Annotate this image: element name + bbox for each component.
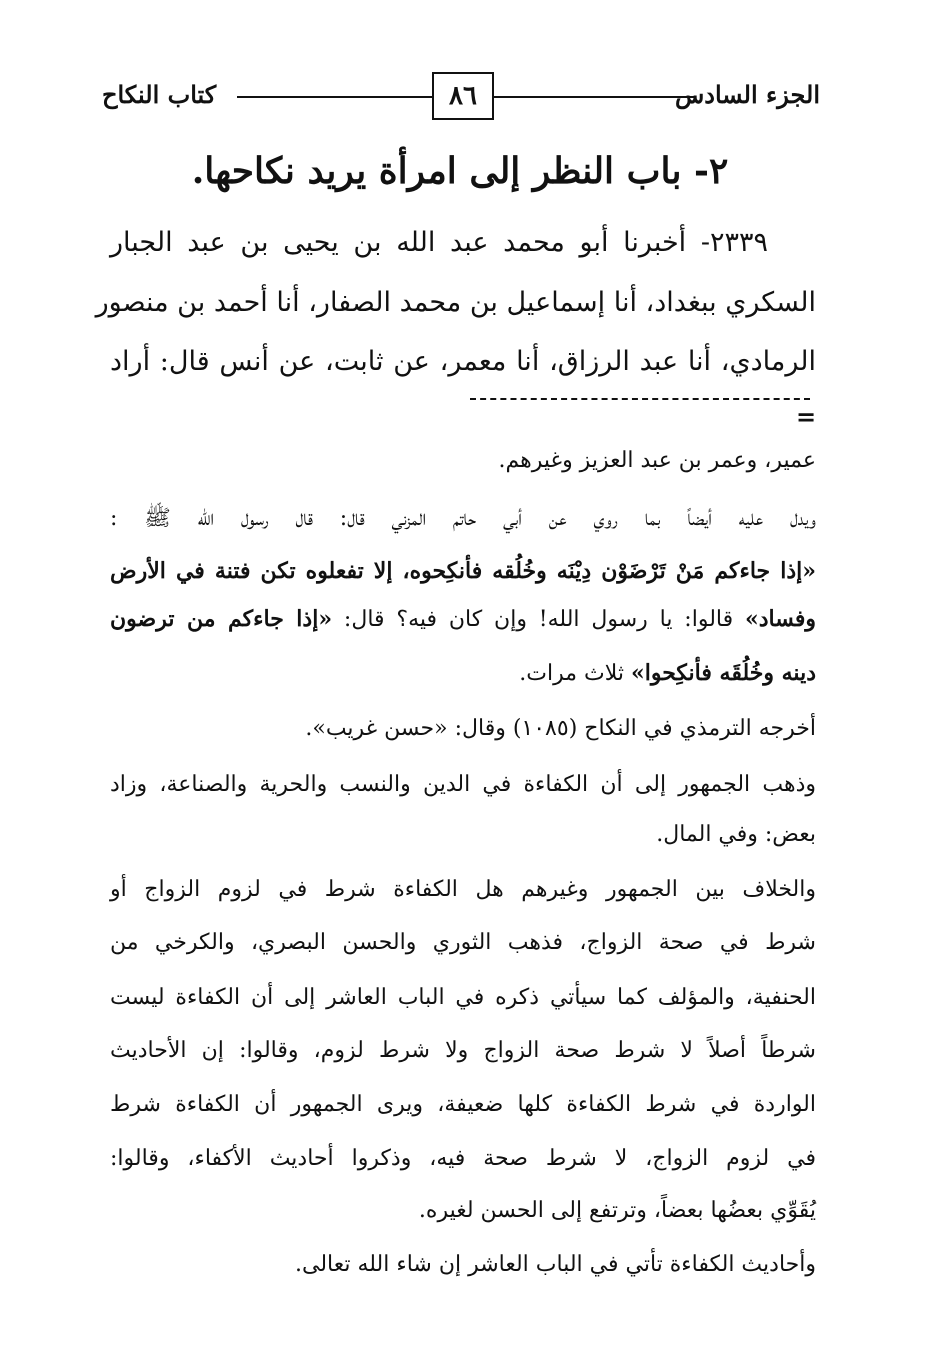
page-header (100, 72, 820, 122)
footnote-line: يُقَوِّي بعضُها بعضاً، وترتفع إلى الحسن لغيره. (418, 1198, 816, 1223)
footnote-line: شرطاً أصلاً لا شرط صحة الزواج ولا شرط لزوم، وقالوا: إن الأحاديث (110, 1038, 816, 1063)
book-label: كتاب النكاح (102, 80, 217, 109)
footnote-line: ويدل عليه أيضاً بما روي عن أبي حاتم المزني قال: قال رسول الله ﷺ : (110, 506, 816, 531)
footnote-line: بعض: وفي المال. (656, 822, 816, 847)
page-number: ٨٦ (432, 72, 494, 120)
footnote-line: وأحاديث الكفاءة تأتي في الباب العاشر إن شاء الله تعالى. (295, 1252, 816, 1277)
main-text-line: الرمادي، أنا عبد الرزاق، أنا معمر، عن ثابت، عن أنس قال: أراد (110, 346, 816, 377)
main-text-line: السكري ببغداد، أنا إسماعيل بن محمد الصفار، أنا أحمد بن منصور (95, 287, 816, 318)
hadith-quote-fragment: «إذا جاءكم من ترضون (110, 606, 333, 632)
footnote-line: شرط في صحة الزواج، فذهب الثوري والحسن البصري، والكرخي من (110, 930, 816, 955)
volume-label: الجزء السادس (674, 80, 820, 109)
hadith-quote-line: «إذا جاءكم مَنْ تَرْضَوْن دِيْنَه وخُلُقه فأنكِحوه، إلا تفعلوه تكن فتنة في الأرض (110, 558, 816, 584)
footnote-line: أخرجه الترمذي في النكاح (١٠٨٥) وقال: «حسن غريب». (305, 716, 816, 741)
footnote-line: الواردة في شرط الكفاءة كلها ضعيفة، ويرى الجمهور أن الكفاءة شرط (110, 1092, 816, 1117)
footnote-line: وذهب الجمهور إلى أن الكفاءة في الدين والنسب والحرية والصناعة، وزاد (110, 772, 816, 797)
footnote-fragment: قالوا: يا رسول الله! وإن كان فيه؟ قال: (332, 607, 745, 632)
main-text-line: ٢٣٣٩- أخبرنا أبو محمد عبد الله بن يحيى بن عبد الجبار (110, 227, 768, 258)
footnote-separator (470, 398, 810, 400)
footnote-line: والخلاف بين الجمهور وغيرهم هل الكفاءة شرط في لزوم الزواج أو (110, 877, 816, 902)
footnote-line: الحنفية، والمؤلف كما سيأتي ذكره في الباب العاشر إلى أن الكفاءة ليست (110, 985, 816, 1010)
hadith-quote-fragment: وفساد» (744, 606, 816, 632)
hadith-quote-fragment: دينه وخُلُقَه فأنكِحوا» (630, 660, 816, 686)
footnote-line: في لزوم الزواج، لا شرط صحة فيه، وذكروا أحاديث الأكفاء، وقالوا: (110, 1146, 816, 1171)
chapter-title: ٢- باب النظر إلى امرأة يريد نكاحها. (191, 150, 729, 192)
footnote-line: عمير، وعمر بن عبد العزيز وغيرهم. (498, 448, 816, 473)
header-rule-right (492, 96, 696, 98)
continuation-mark: = (796, 402, 817, 431)
footnote-fragment: ثلاث مرات. (519, 661, 631, 686)
footnote-line (110, 606, 816, 632)
footnote-line (110, 660, 816, 686)
